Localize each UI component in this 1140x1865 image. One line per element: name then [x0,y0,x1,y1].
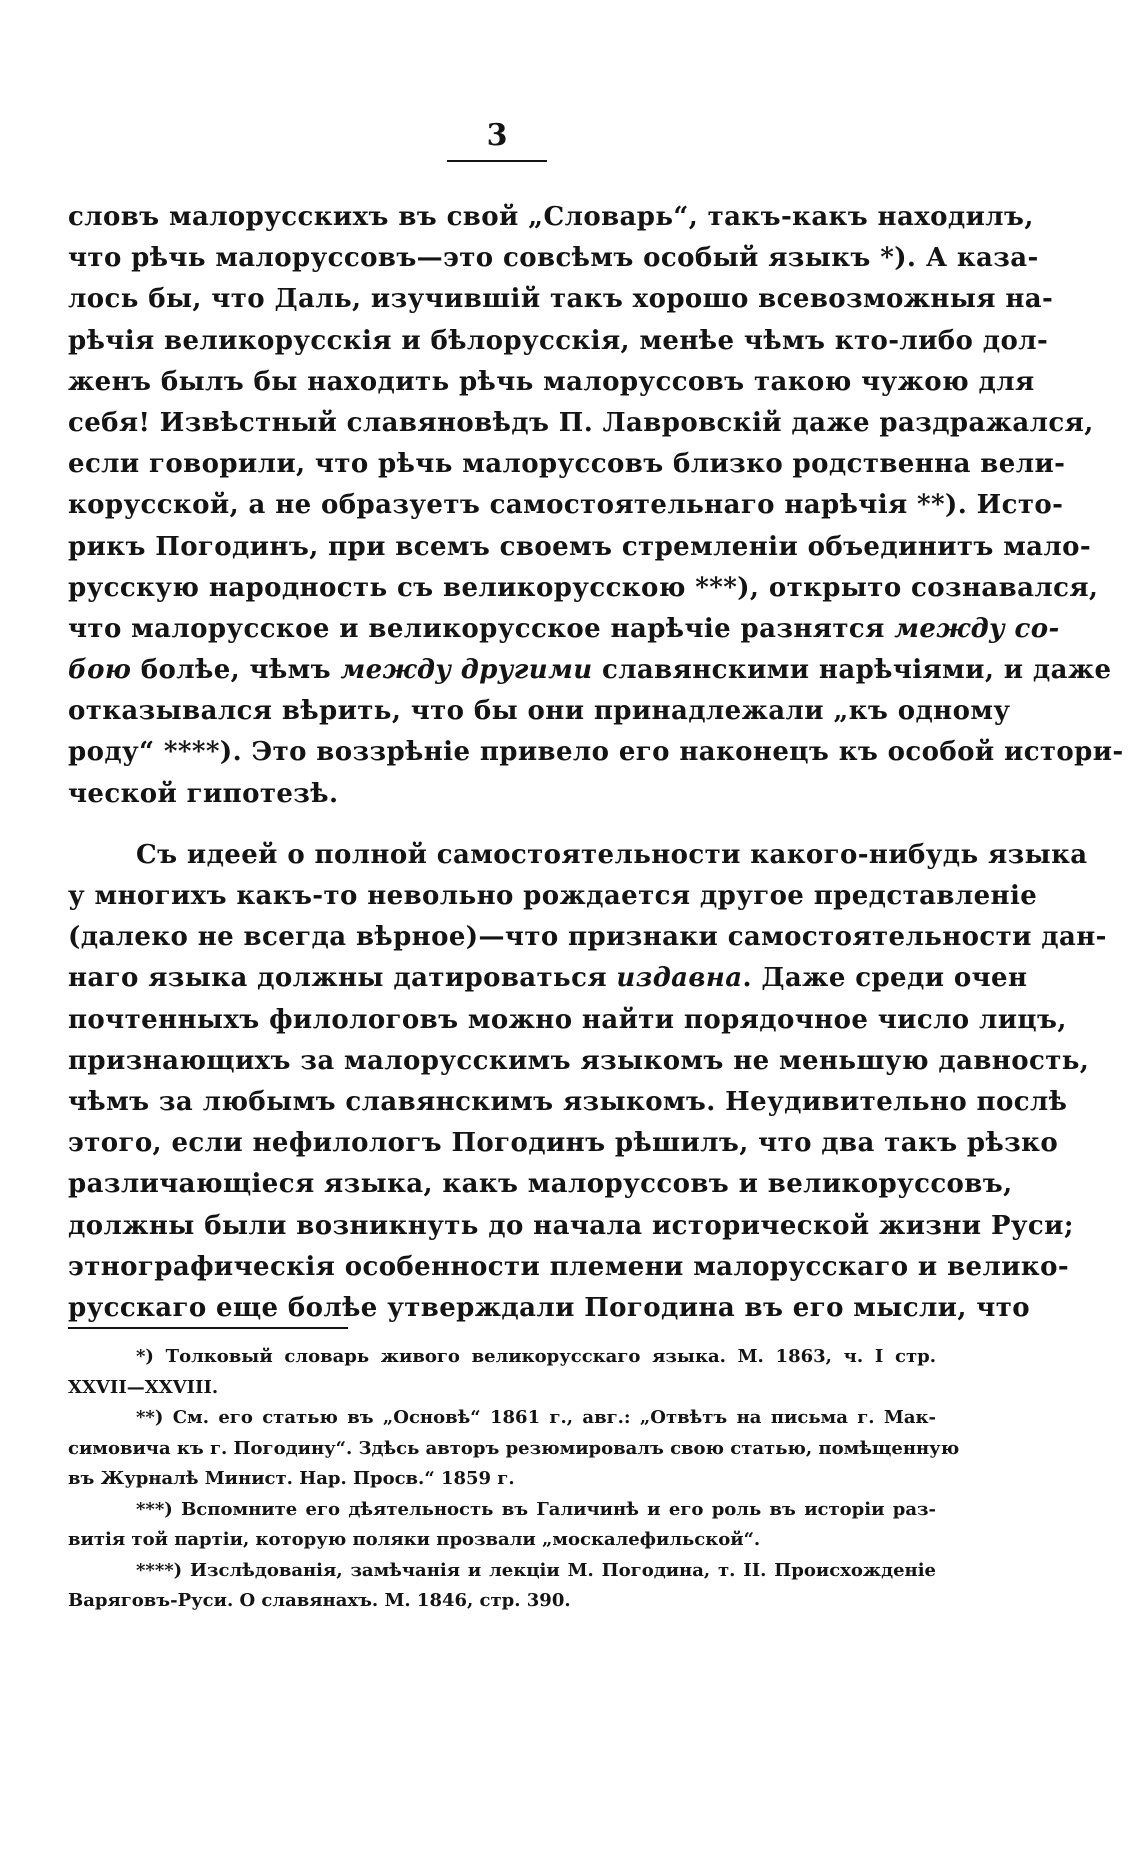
text-line [68,609,1060,650]
text-line: женъ былъ бы находить рѣчь малоруссовъ такою чужою для [68,366,1035,397]
italic-emphasis: бою [68,655,132,686]
paragraph-1 [68,197,1124,815]
text-line: чѣмъ за любымъ славянскимъ языкомъ. Неудивительно послѣ [68,1086,1068,1117]
text-segment: . Даже среди очен [742,963,1028,994]
text-line: различающіеся языка, какъ малоруссовъ и великоруссовъ, [68,1169,1013,1200]
page-number-rule [447,160,547,162]
text-line: что рѣчь малоруссовъ—это совсѣмъ особый языкъ *). А каза- [68,243,1039,274]
footnote-line: XXVII—XXVIII. [68,1376,219,1398]
footnote-line: въ Журналѣ Минист. Нар. Просв.“ 1859 г. [68,1468,515,1489]
main-text [68,197,1124,1329]
text-segment: что малорусское и великорусское нарѣчіе разнятся [68,613,895,644]
text-segment: славянскими нарѣчіями, и даже [592,655,1112,686]
text-line: этнографическія особенности племени малорусскаго и велико- [68,1251,1070,1282]
text-line: русскаго еще болѣе утверждали Погодина въ его мысли, что [68,1292,1030,1323]
footnotes [68,1342,960,1617]
text-line [68,650,1112,691]
footnote-2 [68,1403,960,1495]
footnote-line: симовича къ г. Погодину“. Здѣсь авторъ резюмировалъ свою статью, помѣщенную [68,1437,960,1459]
text-line: почтенныхъ филологовъ можно найти порядочное число лицъ, [68,1004,1067,1035]
text-line: этого, если нефилологъ Погодинъ рѣшилъ, что два такъ рѣзко [68,1128,1059,1159]
text-segment: болѣе, чѣмъ [131,655,341,686]
text-line: рикъ Погодинъ, при всемъ своемъ стремленіи объединитъ мало- [68,531,1092,562]
paragraph-gap [68,815,936,835]
text-line [68,958,1028,999]
footnote-3 [68,1495,936,1556]
text-line: русскую народность съ великорусскою ***), открыто сознавался, [68,572,1099,603]
footnote-line: **) См. его статью въ „Основѣ“ 1861 г., авг.: „Отвѣтъ на письма г. Мак- [136,1407,936,1428]
italic-emphasis: между со- [894,613,1060,644]
footnote-line: Варяговъ-Руси. О славянахъ. М. 1846, стр. 390. [68,1590,571,1611]
text-line: роду“ ****). Это воззрѣніе привело его наконецъ къ особой истори- [68,737,1124,768]
footnote-line: ****) Изслѣдованія, замѣчанія и лекціи М. Погодина, т. II. Происхожденіе [136,1559,936,1581]
footnote-line: ***) Вспомните его дѣятельность въ Галичинѣ и его роль въ исторіи раз- [136,1498,936,1520]
text-line: ческой гипотезѣ. [68,778,339,809]
text-line: должны были возникнуть до начала исторической жизни Руси; [68,1210,1074,1241]
italic-emphasis: издавна [616,963,743,994]
text-line: признающихъ за малорусскимъ языкомъ не меньшую давность, [68,1045,1090,1076]
italic-emphasis: между другими [340,655,593,686]
text-line: Съ идеей о полной самостоятельности какого-нибудь языка [136,839,1088,870]
page-number: 3 [486,118,508,153]
text-line: (далеко не всегда вѣрное)—что признаки самостоятельности дан- [68,922,1107,953]
footnote-line: *) Толковый словарь живого великорусскаго языка. М. 1863, ч. I стр. [136,1346,936,1367]
footnote-separator [68,1327,348,1329]
footnote-4 [68,1556,936,1617]
text-line: рѣчія великорусскія и бѣлорусскія, менѣе чѣмъ кто-либо дол- [68,325,1049,356]
footnote-1 [68,1342,936,1403]
paragraph-2 [68,835,1107,1329]
text-line: корусской, а не образуетъ самостоятельнаго нарѣчія **). Исто- [68,490,1064,521]
footnote-line: витія той партіи, которую поляки прозвали „москалефильской“. [68,1529,761,1550]
text-line: отказывался вѣрить, что бы они принадлежали „къ одному [68,696,1011,727]
text-line: если говорили, что рѣчь малоруссовъ близко родственна вели- [68,449,1066,480]
text-line: себя! Извѣстный славяновѣдъ П. Лавровскій даже раздражался, [68,407,1094,438]
text-line: у многихъ какъ-то невольно рождается другое представленіе [68,881,1038,911]
text-line: словъ малорусскихъ въ свой „Словарь“, такъ-какъ находилъ, [68,202,1034,232]
text-segment: наго языка должны датироваться [68,963,617,994]
text-line: лось бы, что Даль, изучившій такъ хорошо всевозможныя на- [68,284,1054,315]
